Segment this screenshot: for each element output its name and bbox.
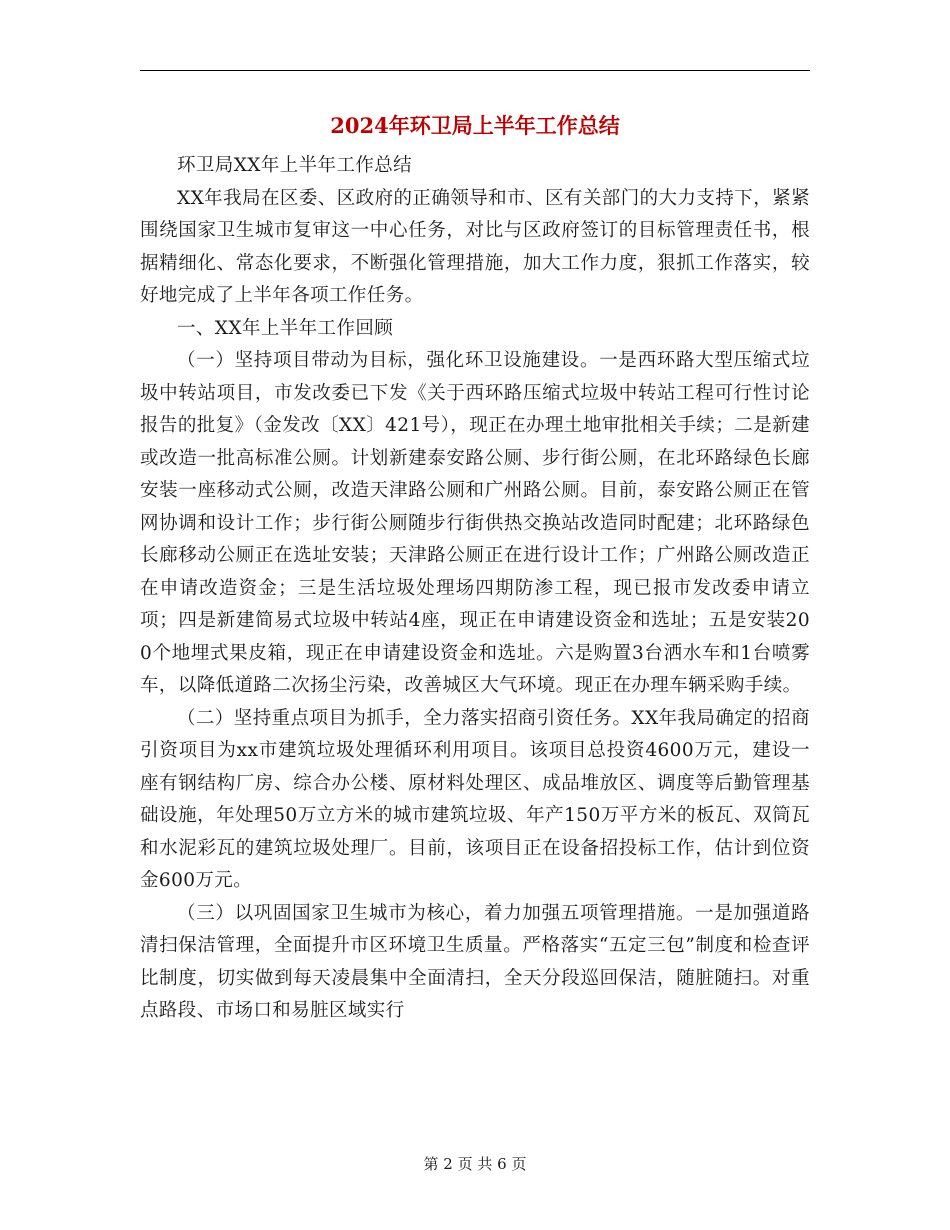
body-paragraph: XX年我局在区委、区政府的正确领导和市、区有关部门的大力支持下，紧紧围绕国家卫生城市复审这一中心任务，对比与区政府签订的目标管理责任书，根据精细化、常态化要求，不断强化管理措施，加大工作力度，狠抓工作落实，较好地完成了上半年各项工作任务。 [140, 187, 810, 306]
body-paragraph: （二）坚持重点项目为抓手，全力落实招商引资任务。XX年我局确定的招商引资项目为xx市建筑垃圾处理循环利用项目。该项目总投资4600万元，建设一座有钢结构厂房、综合办公楼、原材料处理区、成品堆放区、调度等后勤管理基础设施，年处理50万立方米的城市建筑垃圾、年产150万平方米的板瓦、双筒瓦和水泥彩瓦的建筑垃圾处理厂。目前，该项目正在设备招投标工作，估计到位资金600万元。 [140, 707, 810, 891]
document-body [140, 150, 810, 1028]
body-paragraph: （一）坚持项目带动为目标，强化环卫设施建设。一是西环路大型压缩式垃圾中转站项目，市发改委已下发《关于西环路压缩式垃圾中转站工程可行性讨论报告的批复》（金发改〔XX〕421号），现正在办理土地审批相关手续；二是新建或改造一批高标准公厕。计划新建泰安路公厕、步行街公厕，在北环路绿色长廊安装一座移动式公厕，改造天津路公厕和广州路公厕。目前，泰安路公厕正在管网协调和设计工作；步行街公厕随步行街供热交换站改造同时配建；北环路绿色长廊移动公厕正在选址安装；天津路公厕正在进行设计工作；广州路公厕改造正在申请改造资金；三是生活垃圾处理场四期防渗工程，现已报市发改委申请立项；四是新建简易式垃圾中转站4座，现正在申请建设资金和选址；五是安装200个地埋式果皮箱，现正在申请建设资金和选址。六是购置3台洒水车和1台喷雾车，以降低道路二次扬尘污染，改善城区大气环境。现正在办理车辆采购手续。 [140, 350, 810, 696]
body-paragraph: （三）以巩固国家卫生城市为核心，着力加强五项管理措施。一是加强道路清扫保洁管理，全面提升市区环境卫生质量。严格落实“五定三包”制度和检查评比制度，切实做到每天凌晨集中全面清扫，全天分段巡回保洁，随脏随扫。对重点路段、市场口和易脏区域实行 [140, 902, 810, 1021]
page-number-footer: 第 2 页 共 6 页 [423, 1155, 527, 1173]
document-title: 2024年环卫局上半年工作总结 [330, 113, 620, 138]
body-paragraph: 环卫局XX年上半年工作总结 [177, 155, 413, 176]
section-heading: 一、XX年上半年工作回顾 [177, 317, 394, 339]
header-rule [140, 70, 810, 71]
